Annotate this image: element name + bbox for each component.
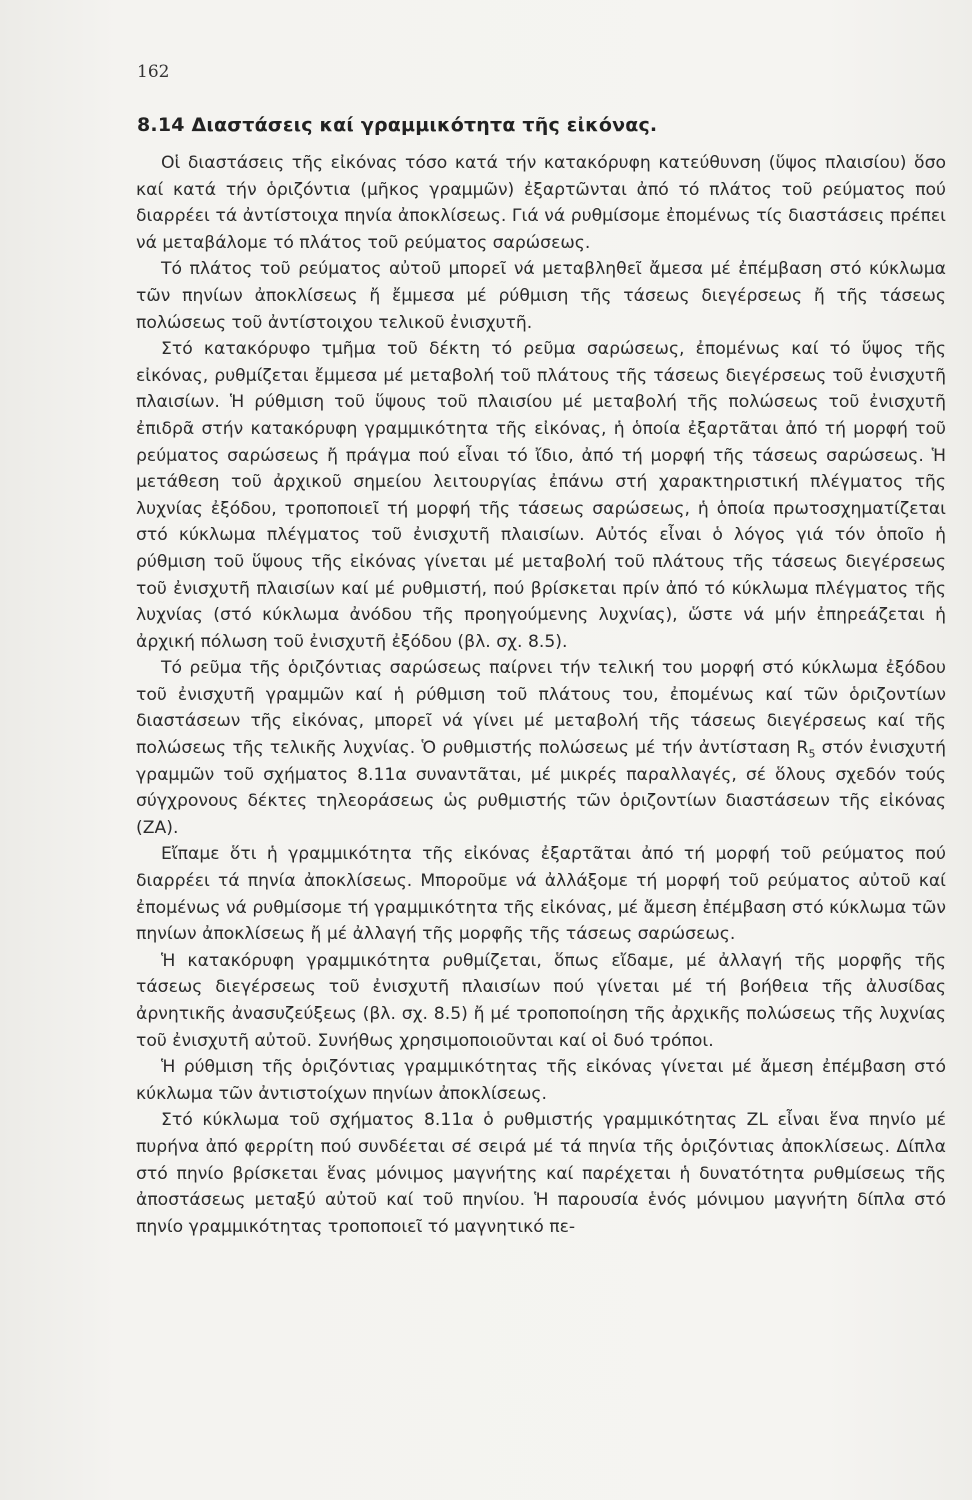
paragraph: Οἱ διαστάσεις τῆς εἰκόνας τόσο κατά τήν κατακόρυφη κατεύθυνση (ὕψος πλαισίου) ὅσο καί κατά τήν ὁριζόντια (μῆκος γραμμῶν) ἐξαρτῶνται ἀπό τό πλάτος τοῦ ρεύματος πού διαρρέει τά ἀντίστοιχα πηνία ἀποκλίσεως. Γιά νά ρυθμίσομε ἐπομένως τίς διαστάσεις πρέπει νά μεταβάλομε τό πλάτος τοῦ ρεύματος σαρώσεως. — [136, 153, 946, 253]
body-text — [136, 150, 946, 1240]
paragraph: Ἡ κατακόρυφη γραμμικότητα ρυθμίζεται, ὅπως εἴδαμε, μέ ἀλλαγή τῆς μορφῆς τῆς τάσεως διεγέρσεως τοῦ ἐνισχυτῆ πλαισίων πού γίνεται μέ τή βοήθεια τῆς ἀλυσίδας ἀρνητικῆς ἀνασυζεύξεως (βλ. σχ. 8.5) ἤ μέ τροποποίηση τῆς ἀρχικῆς πολώσεως τῆς λυχνίας τοῦ ἐνισχυτῆ αὐτοῦ. Συνήθως χρησιμοποιοῦνται καί οἱ δυό τρόποι. — [136, 950, 946, 1051]
paragraph-text-tail: στόν ἐνισχυτή γραμμῶν τοῦ σχήματος 8.11α συναντᾶται, μέ μικρές παραλλαγές, σέ ὅλους σχεδόν τούς σύγχρονους δέκτες τηλεοράσεως ὡς ρυθμιστής τῶν ὁριζοντίων διαστάσεων τῆς εἰκόνας (ZA). — [136, 738, 947, 838]
paragraph — [136, 655, 946, 841]
paragraph: Στό κύκλωμα τοῦ σχήματος 8.11α ὁ ρυθμιστής γραμμικότητας ZL εἶναι ἕνα πηνίο μέ πυρήνα ἀπό φερρίτη πού συνδέεται σέ σειρά μέ τά πηνία τῆς ὁριζόντιας ἀποκλίσεως. Δίπλα στό πηνίο βρίσκεται ἕνας μόνιμος μαγνήτης καί παρέχεται ἡ δυνατότητα ρυθμίσεως τῆς ἀποστάσεως μεταξύ αὐτοῦ καί τοῦ πηνίου. Ἡ παρουσία ἑνός μόνιμου μαγνήτη δίπλα στό πηνίο γραμμικότητας τροποποιεῖ τό μαγνητικό πε- — [136, 1110, 946, 1237]
paragraph: Στό κατακόρυφο τμῆμα τοῦ δέκτη τό ρεῦμα σαρώσεως, ἐπομένως καί τό ὕψος τῆς εἰκόνας, ρυθμίζεται ἔμμεσα μέ μεταβολή τοῦ πλάτους τῆς τάσεως διεγέρσεως τοῦ ἐνισχυτῆ πλαισίων. Ἡ ρύθμιση τοῦ ὕψους τοῦ πλαισίου μέ μεταβολή τῆς πολώσεως τοῦ ἐνισχυτῆ ἐπιδρᾶ στήν κατακόρυφη γραμμικότητα τῆς εἰκόνας, ἡ ὁποία ἐξαρτᾶται ἀπό τή μορφή τοῦ ρεύματος σαρώσεως ἤ πράγμα πού εἶναι τό ἴδιο, ἀπό τή μορφή τῆς τάσεως σαρώσεως. Ἡ μετάθεση τοῦ ἀρχικοῦ σημείου λειτουργίας ἐπάνω στή χαρακτηριστική πλέγματος τῆς λυχνίας ἐξόδου, τροποποιεῖ τή μορφή τῆς τάσεως σαρώσεως, ἡ ὁποία πρωτοσχηματίζεται στό κύκλωμα πλέγματος τοῦ ἐνισχυτῆ πλαισίων. Αὐτός εἶναι ὁ λόγος γιά τόν ὁποῖο ἡ ρύθμιση τοῦ ὕψους τῆς εἰκόνας γίνεται μέ μεταβολή τοῦ πλάτους τῆς τάσεως διεγέρσεως τοῦ ἐνισχυτῆ πλαισίων καί μέ ρυθμιστή, πού βρίσκεται πρίν ἀπό τό κύκλωμα πλέγματος τῆς λυχνίας (στό κύκλωμα ἀνόδου τῆς προηγούμενης λυχνίας), ὥστε νά μήν ἐπηρεάζεται ἡ ἀρχική πόλωση τοῦ ἐνισχυτῆ ἐξόδου (βλ. σχ. 8.5). — [136, 339, 946, 652]
paragraph: Τό πλάτος τοῦ ρεύματος αὐτοῦ μπορεῖ νά μεταβληθεῖ ἄμεσα μέ ἐπέμβαση στό κύκλωμα τῶν πηνίων ἀποκλίσεως ἤ ἔμμεσα μέ ρύθμιση τῆς τάσεως διεγέρσεως ἤ τῆς τάσεως πολώσεως τοῦ ἀντίστοιχου τελικοῦ ἐνισχυτῆ. — [136, 259, 946, 333]
paragraph: Ἡ ρύθμιση τῆς ὁριζόντιας γραμμικότητας τῆς εἰκόνας γίνεται μέ ἄμεση ἐπέμβαση στό κύκλωμα τῶν ἀντιστοίχων πηνίων ἀποκλίσεως. — [136, 1057, 946, 1104]
paragraph-text: Τό ρεῦμα τῆς ὁριζόντιας σαρώσεως παίρνει τήν τελική του μορφή στό κύκλωμα ἐξόδου τοῦ ἐνισχυτῆ γραμμῶν καί ἡ ρύθμιση τοῦ πλάτους του, ἐπομένως καί τῶν ὁριζοντίων διαστάσεων τῆς εἰκόνας, μπορεῖ νά γίνει μέ μεταβολή τῆς τάσεως διεγέρσεως καί τῆς πολώσεως τῆς τελικῆς λυχνίας. Ὁ ρυθμιστής πολώσεως μέ τήν ἀντίσταση R — [136, 658, 946, 759]
resistor-subscript: 5 — [808, 747, 816, 761]
page-number: 162 — [137, 62, 170, 82]
section-title: 8.14 Διαστάσεις καί γραμμικότητα τῆς εἰκόνας. — [137, 114, 658, 136]
paragraph: Εἴπαμε ὅτι ἡ γραμμικότητα τῆς εἰκόνας ἐξαρτᾶται ἀπό τή μορφή τοῦ ρεύματος πού διαρρέει τά πηνία ἀποκλίσεως. Μποροῦμε νά ἀλλάξομε τή μορφή τοῦ ρεύματος αὐτοῦ καί ἐπομένως νά ρυθμίσομε τή γραμμικότητα τῆς εἰκόνας, μέ ἄμεση ἐπέμβαση στό κύκλωμα τῶν πηνίων ἀποκλίσεως ἤ μέ ἀλλαγή τῆς μορφῆς τῆς τάσεως σαρώσεως. — [136, 844, 946, 945]
